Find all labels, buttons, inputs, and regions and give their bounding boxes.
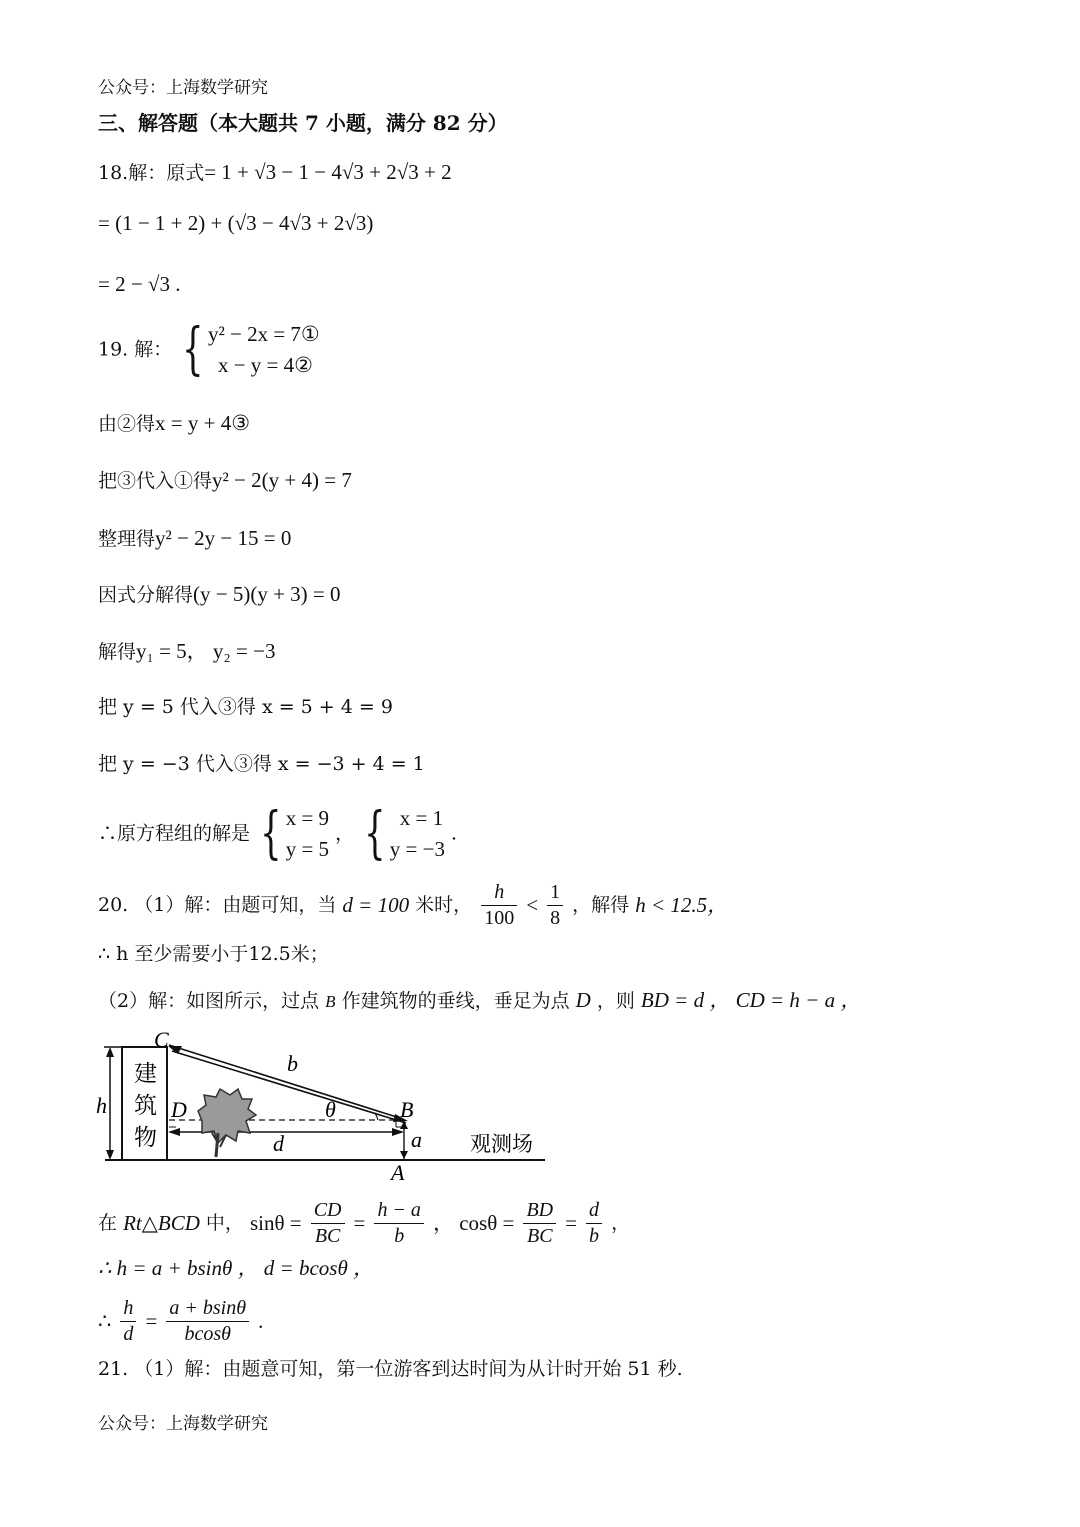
solution-system-1 (256, 801, 330, 866)
q19-step-7: 把 y = −3 代入③得 x = −3 + 4 = 1 (98, 753, 425, 775)
math: D (575, 988, 591, 1012)
label-d: d (273, 1131, 284, 1156)
text: ，解得 (572, 894, 630, 916)
q19-step-3 (98, 528, 291, 549)
fraction-cd-bc: $\frac{CD}{BC}$ (311, 1198, 345, 1249)
solution-2-x: x = 1 (399, 806, 444, 830)
step-math: y² − 2y − 15 = 0 (155, 526, 292, 550)
less-than: < (526, 893, 539, 917)
text: 中， (205, 1212, 244, 1234)
arrow-right-icon (392, 1128, 404, 1136)
building-char-2: 筑 (134, 1093, 157, 1119)
fraction-h-over-d: $\frac{h}{d}$ (120, 1296, 136, 1347)
q19-equation-system (178, 317, 320, 382)
arrow-down-icon (400, 1151, 408, 1159)
math: ， cosθ = (432, 1211, 515, 1235)
q19-step-1 (98, 413, 250, 434)
q20-result-line: ∴ h = a + bsinθ ， d = bcosθ ， (98, 1256, 375, 1280)
q18-line-3: = 2 − √3 . (98, 272, 181, 296)
left-brace-icon: { (182, 317, 204, 382)
label-theta: θ (325, 1097, 336, 1122)
left-brace-icon: { (364, 801, 386, 866)
label-b-point: B (400, 1097, 414, 1122)
q20-trig-line: 在 Rt△BCD 中， sinθ = $\frac{CD}{BC}$ = $\frac{h - a}{b}$ ， cosθ = $\frac{BD}{BC}$ = $\frac{d}{b}$ ， (98, 1199, 631, 1247)
solution-text: ∴原方程组的解是 (98, 822, 251, 845)
building-char-1: 建 (134, 1061, 157, 1087)
left-brace-icon: { (260, 801, 282, 866)
building-observation-diagram (90, 1025, 560, 1185)
text: 作建筑物的垂线，垂足为点 (341, 990, 570, 1012)
section-title: 三、解答题（本大题共 7 小题，满分 82 分） (98, 111, 508, 135)
q18-label: 18.解：原式 (98, 162, 205, 184)
step-text: 解得 (98, 641, 137, 663)
q19-solution: ∴原方程组的解是 { x = 9 y = 5 ， { x = 1 y = −3 . (98, 801, 458, 866)
solution-system-2 (360, 801, 445, 866)
math: BD = d ， CD = h − a ， (640, 988, 862, 1012)
q19-label: 19. 解： (98, 338, 173, 361)
math: Rt△BCD (123, 1211, 200, 1235)
q20-part-1 (98, 880, 728, 931)
math: B (325, 992, 336, 1011)
solution-1-y: y = 5 (285, 837, 330, 861)
q21-part-1: 21. （1）解：由题意可知，第一位游客到达时间为从计时开始 51 秒. (98, 1358, 683, 1380)
arrow-up-icon (106, 1047, 114, 1057)
math: h < 12.5， (635, 893, 729, 917)
step-text: 把③代入①得 (98, 470, 213, 492)
solution-1-x: x = 9 (285, 806, 330, 830)
fraction-d-over-b: $\frac{d}{b}$ (586, 1198, 602, 1249)
q20-part-2 (98, 990, 861, 1011)
text: 在 (98, 1212, 118, 1234)
arrow-down-icon (106, 1150, 114, 1160)
q19-step-4 (98, 584, 341, 605)
footer-watermark: 公众号：上海数学研究 (98, 1414, 268, 1434)
q18-line-1 (98, 162, 452, 183)
fraction-h-over-100: $\frac{h}{100}$ (481, 880, 517, 931)
tree-icon (198, 1089, 256, 1143)
step-math: y² − 2(y + 4) = 7 (212, 468, 352, 492)
q18-expr-1: = 1 + √3 − 1 − 4√3 + 2√3 + 2 (204, 160, 452, 184)
q20-final-ratio: ∴ $\frac{h}{d}$ = $\frac{a + bsin\theta}{bcos\theta}$ . (98, 1297, 264, 1345)
math: sinθ = (249, 1211, 302, 1235)
q19-step-2 (98, 470, 352, 491)
label-h: h (96, 1093, 107, 1118)
building-char-3: 物 (134, 1125, 157, 1151)
fraction-1-over-8: $\frac{1}{8}$ (547, 880, 563, 931)
fraction-final: $\frac{a + bsin\theta}{bcos\theta}$ (166, 1296, 249, 1347)
q20-conclusion-1: ∴ h 至少需要小于12.5米； (98, 943, 329, 965)
label-d-point: D (171, 1097, 187, 1122)
text: （2）解：如图所示，过点 (98, 990, 320, 1012)
q19-step-5 (98, 641, 275, 662)
q19-equation-2: x − y = 4② (217, 353, 313, 377)
step-math: y₁ = 5， y₂ = −3 (136, 639, 276, 663)
label-c: C (154, 1027, 169, 1052)
math: d = 100 (342, 893, 410, 917)
label-a: a (411, 1127, 422, 1152)
step-text: 整理得 (98, 528, 156, 550)
q19-equation-1: y² − 2x = 7① (207, 322, 320, 346)
step-text: 因式分解得 (98, 584, 194, 606)
header-watermark: 公众号：上海数学研究 (98, 78, 268, 98)
q19-step-6: 把 y = 5 代入③得 x = 5 + 4 = 9 (98, 696, 393, 718)
step-text: 由②得 (98, 413, 156, 435)
text: ，则 (596, 990, 635, 1012)
q19-system (98, 317, 320, 382)
label-b: b (287, 1051, 298, 1076)
solution-2-y: y = −3 (389, 837, 445, 861)
arrow-left-icon (168, 1128, 180, 1136)
step-math: (y − 5)(y + 3) = 0 (193, 582, 341, 606)
fraction-bd-bc: $\frac{BD}{BC}$ (523, 1198, 556, 1249)
fraction-h-minus-a-over-b: $\frac{h - a}{b}$ (374, 1198, 424, 1249)
label-observation-field: 观测场 (470, 1132, 533, 1156)
text: 20. （1）解：由题可知，当 (98, 894, 337, 916)
label-a-point: A (391, 1160, 405, 1185)
step-math: x = y + 4③ (155, 411, 251, 435)
separator: ， (335, 822, 355, 845)
text: 米时， (415, 894, 473, 916)
q18-line-2: = (1 − 1 + 2) + (√3 − 4√3 + 2√3) (98, 211, 374, 235)
